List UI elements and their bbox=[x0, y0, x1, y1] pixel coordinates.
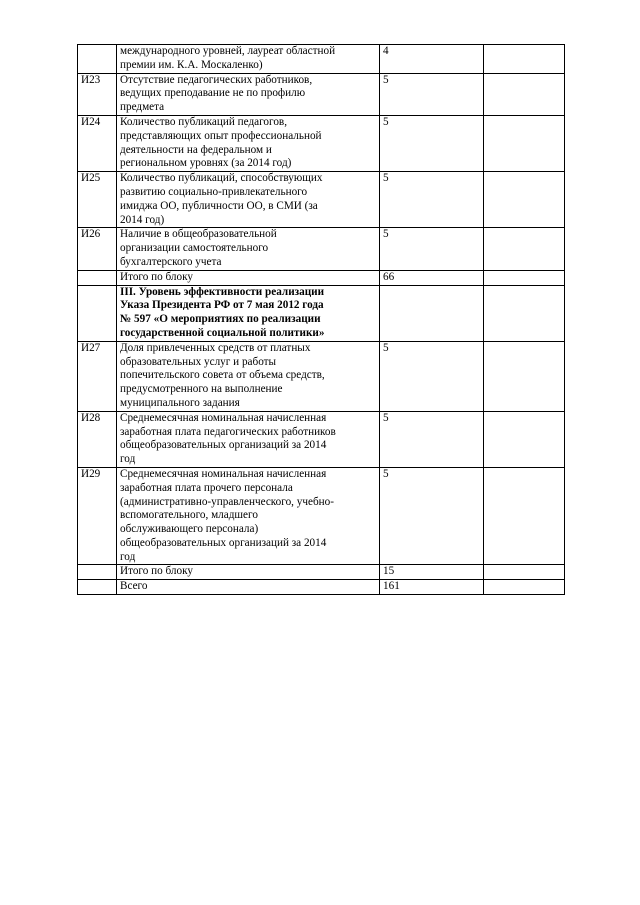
empty-cell bbox=[484, 285, 565, 341]
indicator-score: 5 bbox=[380, 115, 484, 171]
indicator-code: И27 bbox=[78, 341, 117, 411]
indicator-code: И26 bbox=[78, 228, 117, 270]
indicator-text: международного уровней, лауреат областной премии им. К.А. Москаленко) bbox=[117, 45, 380, 74]
table-row bbox=[78, 115, 565, 171]
indicator-text: Среднемесячная номинальная начисленная заработная плата прочего персонала (административно-управленческого, учебно- вспомогательного, младшего обслуживающего персонала) общеобразовательных организаций за 2014 год bbox=[117, 467, 380, 565]
empty-cell bbox=[484, 115, 565, 171]
indicator-score: 5 bbox=[380, 73, 484, 115]
indicator-text: Среднемесячная номинальная начисленная заработная плата педагогических работников общеобразовательных организаций за 2014 год bbox=[117, 411, 380, 467]
indicator-code: И28 bbox=[78, 411, 117, 467]
table-row bbox=[78, 73, 565, 115]
empty-cell bbox=[484, 580, 565, 595]
table-row bbox=[78, 467, 565, 565]
subtotal-row bbox=[78, 270, 565, 285]
indicator-score: 4 bbox=[380, 45, 484, 74]
indicator-code: И24 bbox=[78, 115, 117, 171]
table-row bbox=[78, 228, 565, 270]
section-heading: III. Уровень эффективности реализации Указа Президента РФ от 7 мая 2012 года № 597 «О мероприятиях по реализации государственной социальной политики» bbox=[117, 285, 380, 341]
indicator-code bbox=[78, 45, 117, 74]
subtotal-label: Итого по блоку bbox=[117, 270, 380, 285]
table-row bbox=[78, 411, 565, 467]
indicators-table bbox=[77, 44, 565, 595]
indicator-text: Наличие в общеобразовательной организации самостоятельного бухгалтерского учета bbox=[117, 228, 380, 270]
table-row bbox=[78, 341, 565, 411]
empty-cell bbox=[484, 228, 565, 270]
indicator-text: Количество публикаций, способствующих развитию социально-привлекательного имиджа ОО, публичности ОО, в СМИ (за 2014 год) bbox=[117, 172, 380, 228]
total-row bbox=[78, 580, 565, 595]
indicators-table-body bbox=[78, 45, 565, 595]
indicator-score: 5 bbox=[380, 467, 484, 565]
indicator-code bbox=[78, 580, 117, 595]
subtotal-score: 66 bbox=[380, 270, 484, 285]
empty-cell bbox=[484, 45, 565, 74]
indicator-text: Доля привлеченных средств от платных образовательных услуг и работы попечительского совета от объема средств, предусмотренного на выполнение муниципального задания bbox=[117, 341, 380, 411]
indicator-score: 5 bbox=[380, 172, 484, 228]
indicator-code bbox=[78, 285, 117, 341]
table-row bbox=[78, 45, 565, 74]
indicator-text: Отсутствие педагогических работников, ведущих преподавание не по профилю предмета bbox=[117, 73, 380, 115]
total-score: 161 bbox=[380, 580, 484, 595]
indicator-score: 5 bbox=[380, 341, 484, 411]
table-row bbox=[78, 172, 565, 228]
empty-cell bbox=[484, 467, 565, 565]
total-label: Всего bbox=[117, 580, 380, 595]
indicator-score: 5 bbox=[380, 228, 484, 270]
indicator-code: И25 bbox=[78, 172, 117, 228]
subtotal-row bbox=[78, 565, 565, 580]
indicator-score bbox=[380, 285, 484, 341]
indicator-text: Количество публикаций педагогов, представляющих опыт профессиональной деятельности на федеральном и региональном уровнях (за 2014 год) bbox=[117, 115, 380, 171]
indicator-code bbox=[78, 565, 117, 580]
indicator-code: И29 bbox=[78, 467, 117, 565]
empty-cell bbox=[484, 73, 565, 115]
empty-cell bbox=[484, 341, 565, 411]
empty-cell bbox=[484, 411, 565, 467]
empty-cell bbox=[484, 270, 565, 285]
indicator-code: И23 bbox=[78, 73, 117, 115]
empty-cell bbox=[484, 172, 565, 228]
section-header-row bbox=[78, 285, 565, 341]
subtotal-score: 15 bbox=[380, 565, 484, 580]
indicator-code bbox=[78, 270, 117, 285]
subtotal-label: Итого по блоку bbox=[117, 565, 380, 580]
indicator-score: 5 bbox=[380, 411, 484, 467]
empty-cell bbox=[484, 565, 565, 580]
